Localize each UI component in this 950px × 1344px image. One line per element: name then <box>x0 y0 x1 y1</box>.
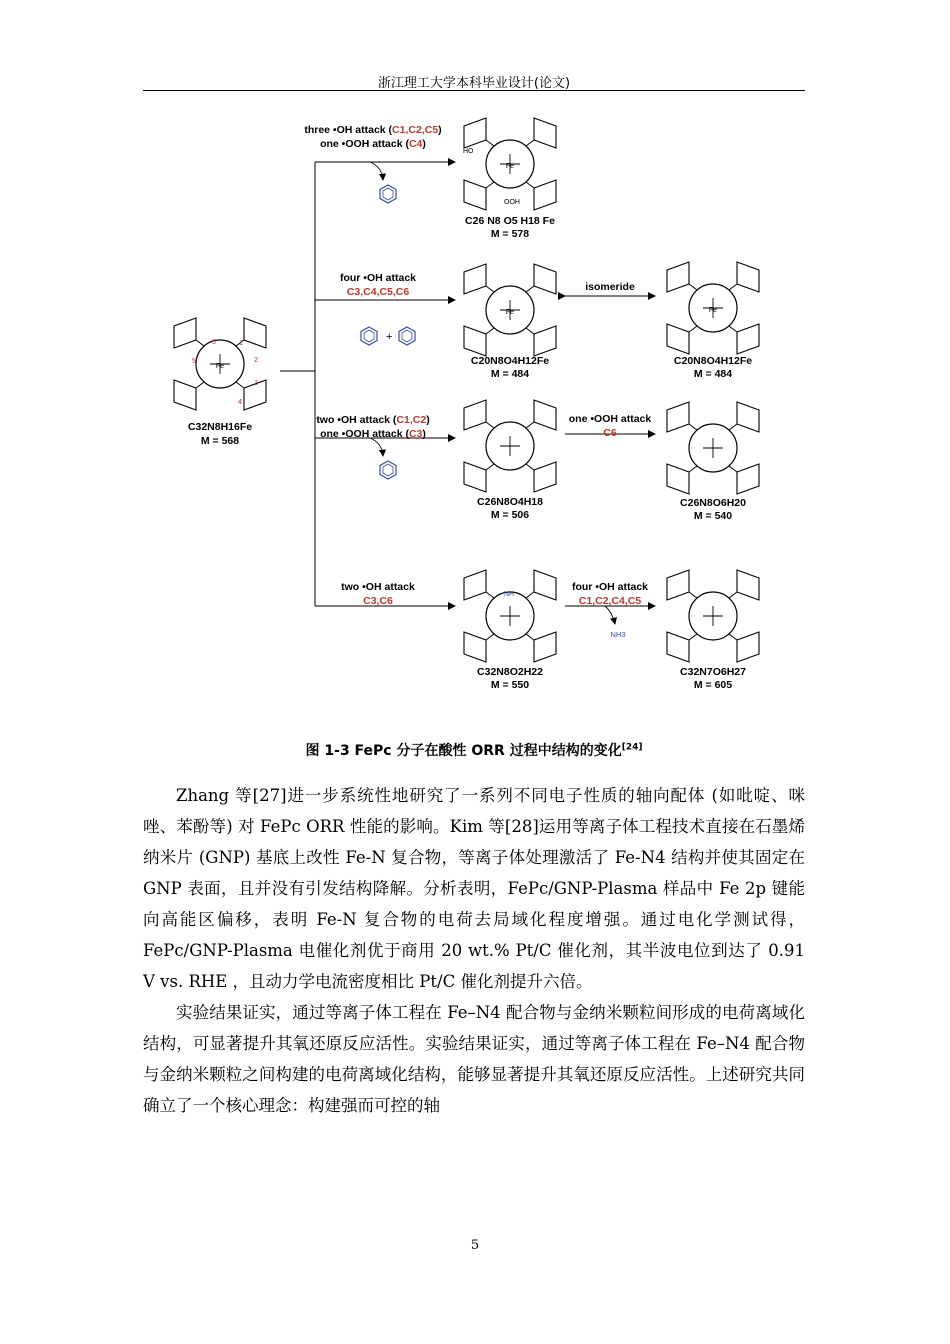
body-text <box>143 780 805 1121</box>
isomeride-label: isomeride <box>585 281 635 293</box>
product-2-mass: M = 484 <box>490 368 530 380</box>
arrow-4-label: four •OH attack <box>571 581 649 593</box>
svg-text:one •OOH attack (C4): one •OOH attack (C4) <box>320 138 426 150</box>
ho-label: HO <box>463 148 474 155</box>
nh3-arrow <box>605 606 615 624</box>
svg-text:Fe: Fe <box>708 307 718 314</box>
product-4-formula: C32N8O2H22 <box>477 666 543 678</box>
branch-4-sites: C3,C6 <box>363 595 393 607</box>
product-4b-formula: C32N7O6H27 <box>680 666 746 678</box>
product-3b-formula: C26N8O6H20 <box>680 497 746 509</box>
paragraph-2: 实验结果证实，通过等离子体工程在 Fe–N4 配合物与金纳米颗粒间形成的电荷离域化结构，可显著提升其氧还原反应活性。实验结果证实，通过等离子体工程在 Fe–N4 配合物与金纳米颗粒之间构建的电荷离域化结构，能够显著提升其氧还原反应活性。上述研究共同确立了一个核心理念：构建强而可控的轴 <box>143 1003 805 1115</box>
position-4: 4 <box>238 399 242 406</box>
paragraph-1: Zhang 等[27]进一步系统性地研究了一系列不同电子性质的轴向配体 (如吡啶、咪唑、苯酚等) 对 FePc ORR 性能的影响。Kim 等[28]运用等离子体工程技术直接在石墨烯纳米片 (GNP) 基底上改性 Fe-N 复合物，等离子体处理激活了 Fe-N4 结构并使其固定在 GNP 表面，且并没有引发结构降解。分析表明，FePc/GNP-Plasma 样品中 Fe 2p 键能向高能区偏移，表明 Fe-N 复合物的电荷去局域化程度增强。通过电化学测试得，FePc/GNP-Plasma 电催化剂优于商用 20 wt.% Pt/C 催化剂，其半波电位到达了 0.91 V vs. RHE ，且动力学电流密度相比 Pt/C 催化剂提升六倍。 <box>143 786 805 991</box>
product-4-structure <box>464 570 556 662</box>
reaction-scheme <box>170 112 790 702</box>
arrow-3-site: C6 <box>603 427 617 439</box>
svg-text:Fe: Fe <box>505 163 515 170</box>
position-1: 1 <box>239 340 243 347</box>
svg-text:Fe: Fe <box>505 309 515 316</box>
benzene-icon <box>399 327 415 345</box>
position-3: 3 <box>254 380 258 387</box>
svg-text:two •OH attack (C1,C2): two •OH attack (C1,C2) <box>316 414 430 426</box>
caption-text: 图 1-3 FePc 分子在酸性 ORR 过程中结构的变化 <box>305 743 622 759</box>
branch-2-sites: C3,C4,C5,C6 <box>346 286 410 298</box>
page-number: 5 <box>470 1238 480 1253</box>
nh-label: NH <box>504 591 515 598</box>
product-4b-structure <box>667 570 759 662</box>
caption-ref: [24] <box>621 742 643 753</box>
page-header: 浙江理工大学本科毕业设计(论文) <box>377 76 571 91</box>
fe-label: Fe <box>215 363 225 370</box>
product-1-formula: C26 N8 O5 H18 Fe <box>465 215 555 227</box>
product-2-formula: C20N8O4H12Fe <box>470 355 550 367</box>
branch-4 <box>341 570 759 691</box>
branch-3 <box>316 400 759 522</box>
benzene-icon <box>380 185 396 203</box>
parent-molecule <box>174 318 266 447</box>
plus-sign: + <box>386 331 393 343</box>
position-6: 6 <box>212 339 216 346</box>
parent-mass: M = 568 <box>200 435 240 447</box>
svg-text:three •OH attack (C1,C2,C5): three •OH attack (C1,C2,C5) <box>304 124 442 136</box>
product-3-formula: C26N8O4H18 <box>477 496 543 508</box>
isomer-formula: C20N8O4H12Fe <box>673 355 753 367</box>
isomer-mass: M = 484 <box>693 368 733 380</box>
arrow-4-sites: C1,C2,C4,C5 <box>578 595 642 607</box>
parent-formula: C32N8H16Fe <box>187 421 253 433</box>
product-3b-structure <box>667 402 759 494</box>
product-4b-mass: M = 605 <box>693 679 733 691</box>
branch-1 <box>304 118 556 240</box>
product-1-mass: M = 578 <box>490 228 530 240</box>
byproduct-arrow-3 <box>370 438 383 456</box>
arrow-3-label: one •OOH attack <box>568 413 652 425</box>
product-3-structure <box>464 400 556 492</box>
product-3-mass: M = 506 <box>490 509 530 521</box>
byproduct-arrow-1 <box>370 162 383 180</box>
branch-4-label: two •OH attack <box>341 581 415 593</box>
branch-2-label: four •OH attack <box>339 272 417 284</box>
benzene-icon <box>380 461 396 479</box>
product-3b-mass: M = 540 <box>693 510 733 522</box>
svg-text:one •OOH attack (C3): one •OOH attack (C3) <box>320 428 426 440</box>
figure-caption <box>143 740 805 760</box>
header-rule <box>143 90 805 91</box>
product-4-mass: M = 550 <box>490 679 530 691</box>
position-5: 5 <box>192 358 196 365</box>
branch-2 <box>340 262 759 380</box>
figure-1-3 <box>170 112 790 702</box>
position-2: 2 <box>254 357 258 364</box>
nh3-label: NH3 <box>610 630 626 639</box>
benzene-icon <box>361 327 377 345</box>
ooh-label: OOH <box>504 199 520 206</box>
